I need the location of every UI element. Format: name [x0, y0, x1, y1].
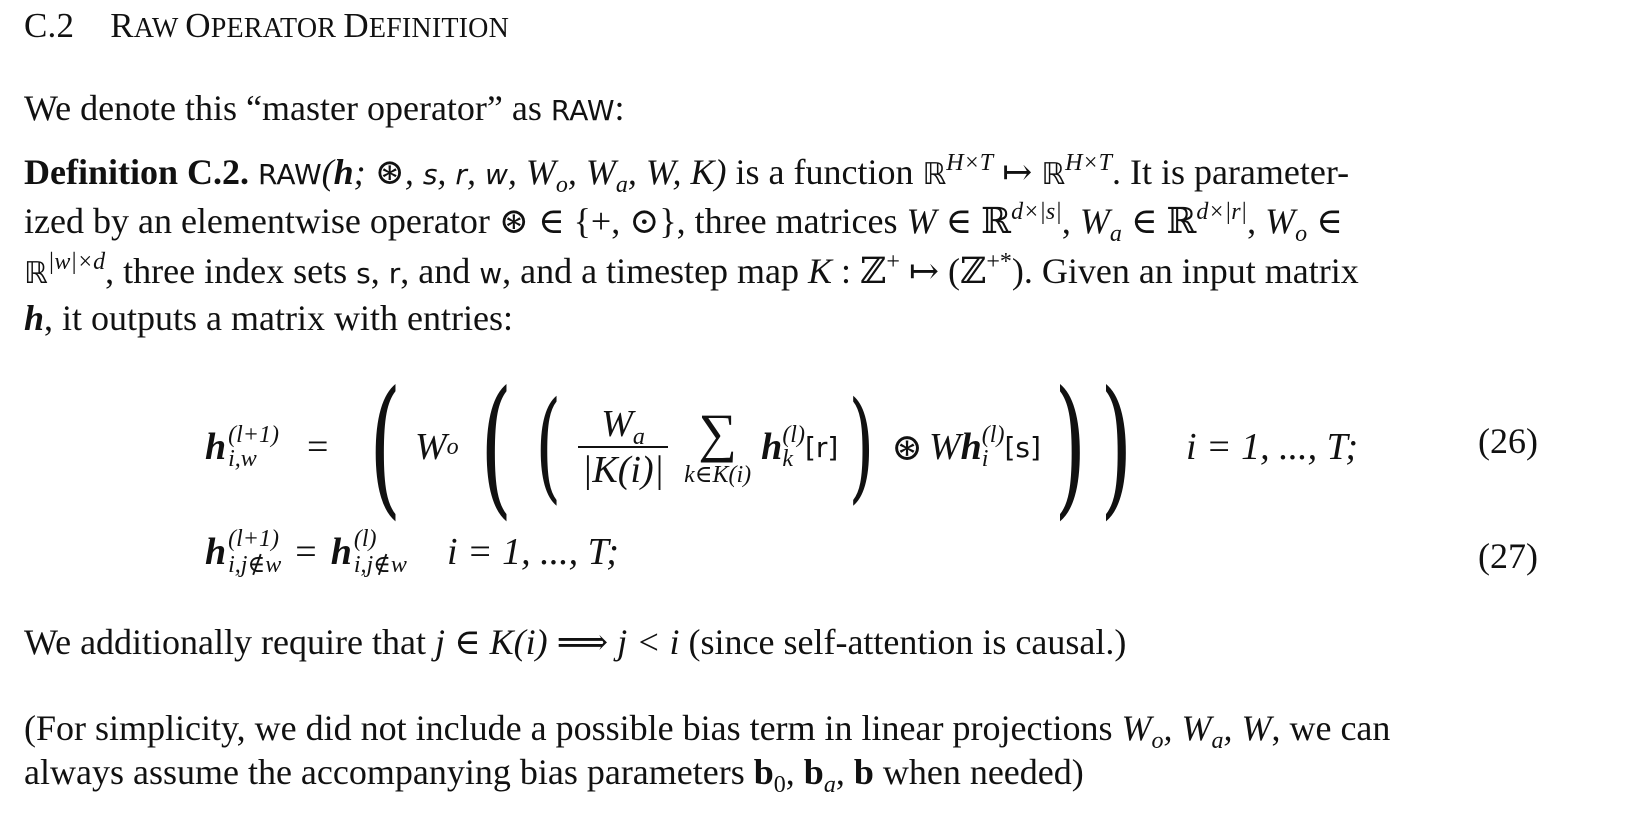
definition-line-4: h, it outputs a matrix with entries:	[24, 298, 513, 338]
fraction: $\frac{W_a}{|K(i)|}$	[578, 402, 668, 492]
note-line-1: (For simplicity, we did not include a possible bias term in linear projections $W_o$, $W_a$, W, we can	[24, 708, 1391, 754]
definition-line-2: ized by an elementwise operator ⊛ ∈ {+, ⊙}, three matrices W ∈ ℝ$^{d\times|s|}$, $W_a$ ∈ ℝ$^{d\times|r|}$, $W_o$ ∈	[24, 199, 1343, 247]
raw-arguments: (h; ⊛, s, r, w, $W_o$, $W_a$, W, K)	[321, 152, 727, 198]
section-title: RAW OPERATOR DEFINITION	[110, 6, 510, 45]
requirement-paragraph: We additionally require that j ∈ K(i) ⟹ j < i (since self-attention is causal.)	[24, 622, 1127, 662]
section-heading	[24, 6, 509, 46]
note-paragraph	[24, 706, 1619, 798]
equation-26: h (l+1) i,w = ( W o ( ( $\frac{W_a}{|K(i)|}$ ∑ k∈K(i) h (l) k [r] ) ⊛ W h (l) i [s] ) ) i = 1, ..., T;	[205, 360, 1358, 534]
equation-number-26: (26)	[1478, 421, 1538, 461]
equation-27: h (l+1) i,j∉w = h (l) i,j∉w i = 1, ..., T;	[205, 526, 619, 578]
definition-block	[24, 150, 1619, 340]
definition-label: Definition C.2.	[24, 152, 249, 192]
summation: ∑ k∈K(i)	[684, 402, 752, 488]
section-number: C.2	[24, 6, 75, 45]
intro-paragraph: We denote this “master operator” as RAW:	[24, 88, 625, 128]
definition-line-3: ℝ$^{|w|\times d}$, three index sets s, r, and w, and a timestep map K : ℤ+ ↦ (ℤ+*). Given an input matrix	[24, 249, 1359, 291]
raw-code: RAW	[550, 94, 615, 127]
definition-line-1: Definition C.2. RAW(h; ⊛, s, r, w, $W_o$, $W_a$, W, K) is a function ℝ$^{H\times T}$ ↦ ℝ$^{H\times T}$. It is parameter-	[24, 150, 1350, 198]
note-line-2: always assume the accompanying bias parameters $b_0$, $b_a$, b when needed)	[24, 752, 1084, 798]
equation-number-27: (27)	[1478, 536, 1538, 576]
